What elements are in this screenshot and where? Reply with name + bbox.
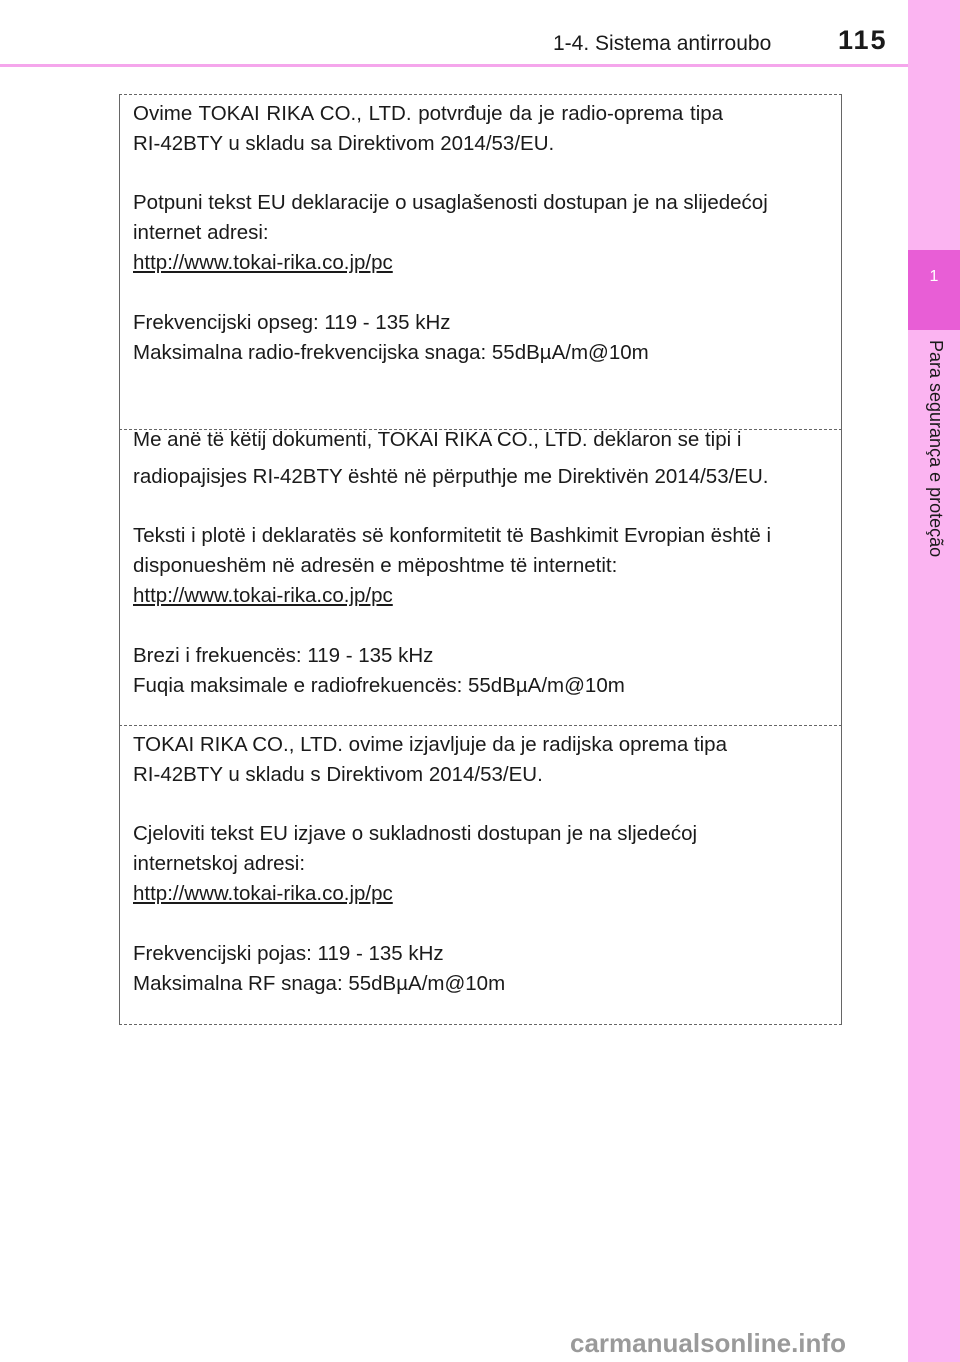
declaration-text: RI-42BTY u skladu s Direktivom 2014/53/EU.	[133, 763, 543, 786]
chapter-number: 1	[929, 268, 939, 285]
availability-text: Potpuni tekst EU deklaracije o usaglašenosti dostupan je na slijedećoj	[133, 191, 768, 214]
chapter-title: Para segurança e proteção	[926, 340, 946, 558]
section-title: 1-4. Sistema antirroubo	[553, 32, 772, 55]
max-power: Maksimalna radio-frekvencijska snaga: 55dBµA/m@10m	[133, 341, 649, 364]
max-power: Maksimalna RF snaga: 55dBµA/m@10m	[133, 972, 506, 995]
chapter-tab[interactable]	[908, 250, 960, 330]
declaration-box-croatian-bosnian	[119, 94, 842, 429]
declaration-text: Ovime TOKAI RIKA CO., LTD. potvrđuje da je radio-oprema tipa	[133, 102, 724, 125]
availability-text: internet adresi:	[133, 221, 269, 244]
declaration-box-albanian	[119, 429, 842, 725]
availability-text: Teksti i plotë i deklaratës së konformitetit të Bashkimit Evropian është i	[133, 524, 772, 547]
availability-text: Cjeloviti tekst EU izjave o sukladnosti dostupan je na sljedećoj	[133, 822, 698, 845]
declaration-link[interactable]: http://www.tokai-rika.co.jp/pc	[133, 882, 393, 905]
frequency-range: Brezi i frekuencës: 119 - 135 kHz	[133, 644, 434, 667]
max-power: Fuqia maksimale e radiofrekuencës: 55dBµA/m@10m	[133, 674, 625, 697]
page-number: 115	[838, 25, 888, 55]
header-divider	[0, 64, 908, 67]
watermark: carmanualsonline.info	[570, 1328, 846, 1358]
declaration-text: Me anë të këtij dokumenti, TOKAI RIKA CO., LTD. deklaron se tipi i	[133, 428, 742, 451]
frequency-range: Frekvencijski pojas: 119 - 135 kHz	[133, 942, 444, 965]
declaration-text: TOKAI RIKA CO., LTD. ovime izjavljuje da je radijska oprema tipa	[133, 733, 727, 756]
declaration-text: radiopajisjes RI-42BTY është në përputhje me Direktivën 2014/53/EU.	[133, 465, 769, 488]
declaration-box-croatian	[119, 725, 842, 1025]
declaration-link[interactable]: http://www.tokai-rika.co.jp/pc	[133, 584, 393, 607]
frequency-range: Frekvencijski opseg: 119 - 135 kHz	[133, 311, 451, 334]
declaration-text: RI-42BTY u skladu sa Direktivom 2014/53/EU.	[133, 132, 555, 155]
availability-text: disponueshëm në adresën e mëposhtme të internetit:	[133, 554, 618, 577]
side-tab-strip	[908, 0, 960, 1362]
declaration-link[interactable]: http://www.tokai-rika.co.jp/pc	[133, 251, 393, 274]
availability-text: internetskoj adresi:	[133, 852, 306, 875]
